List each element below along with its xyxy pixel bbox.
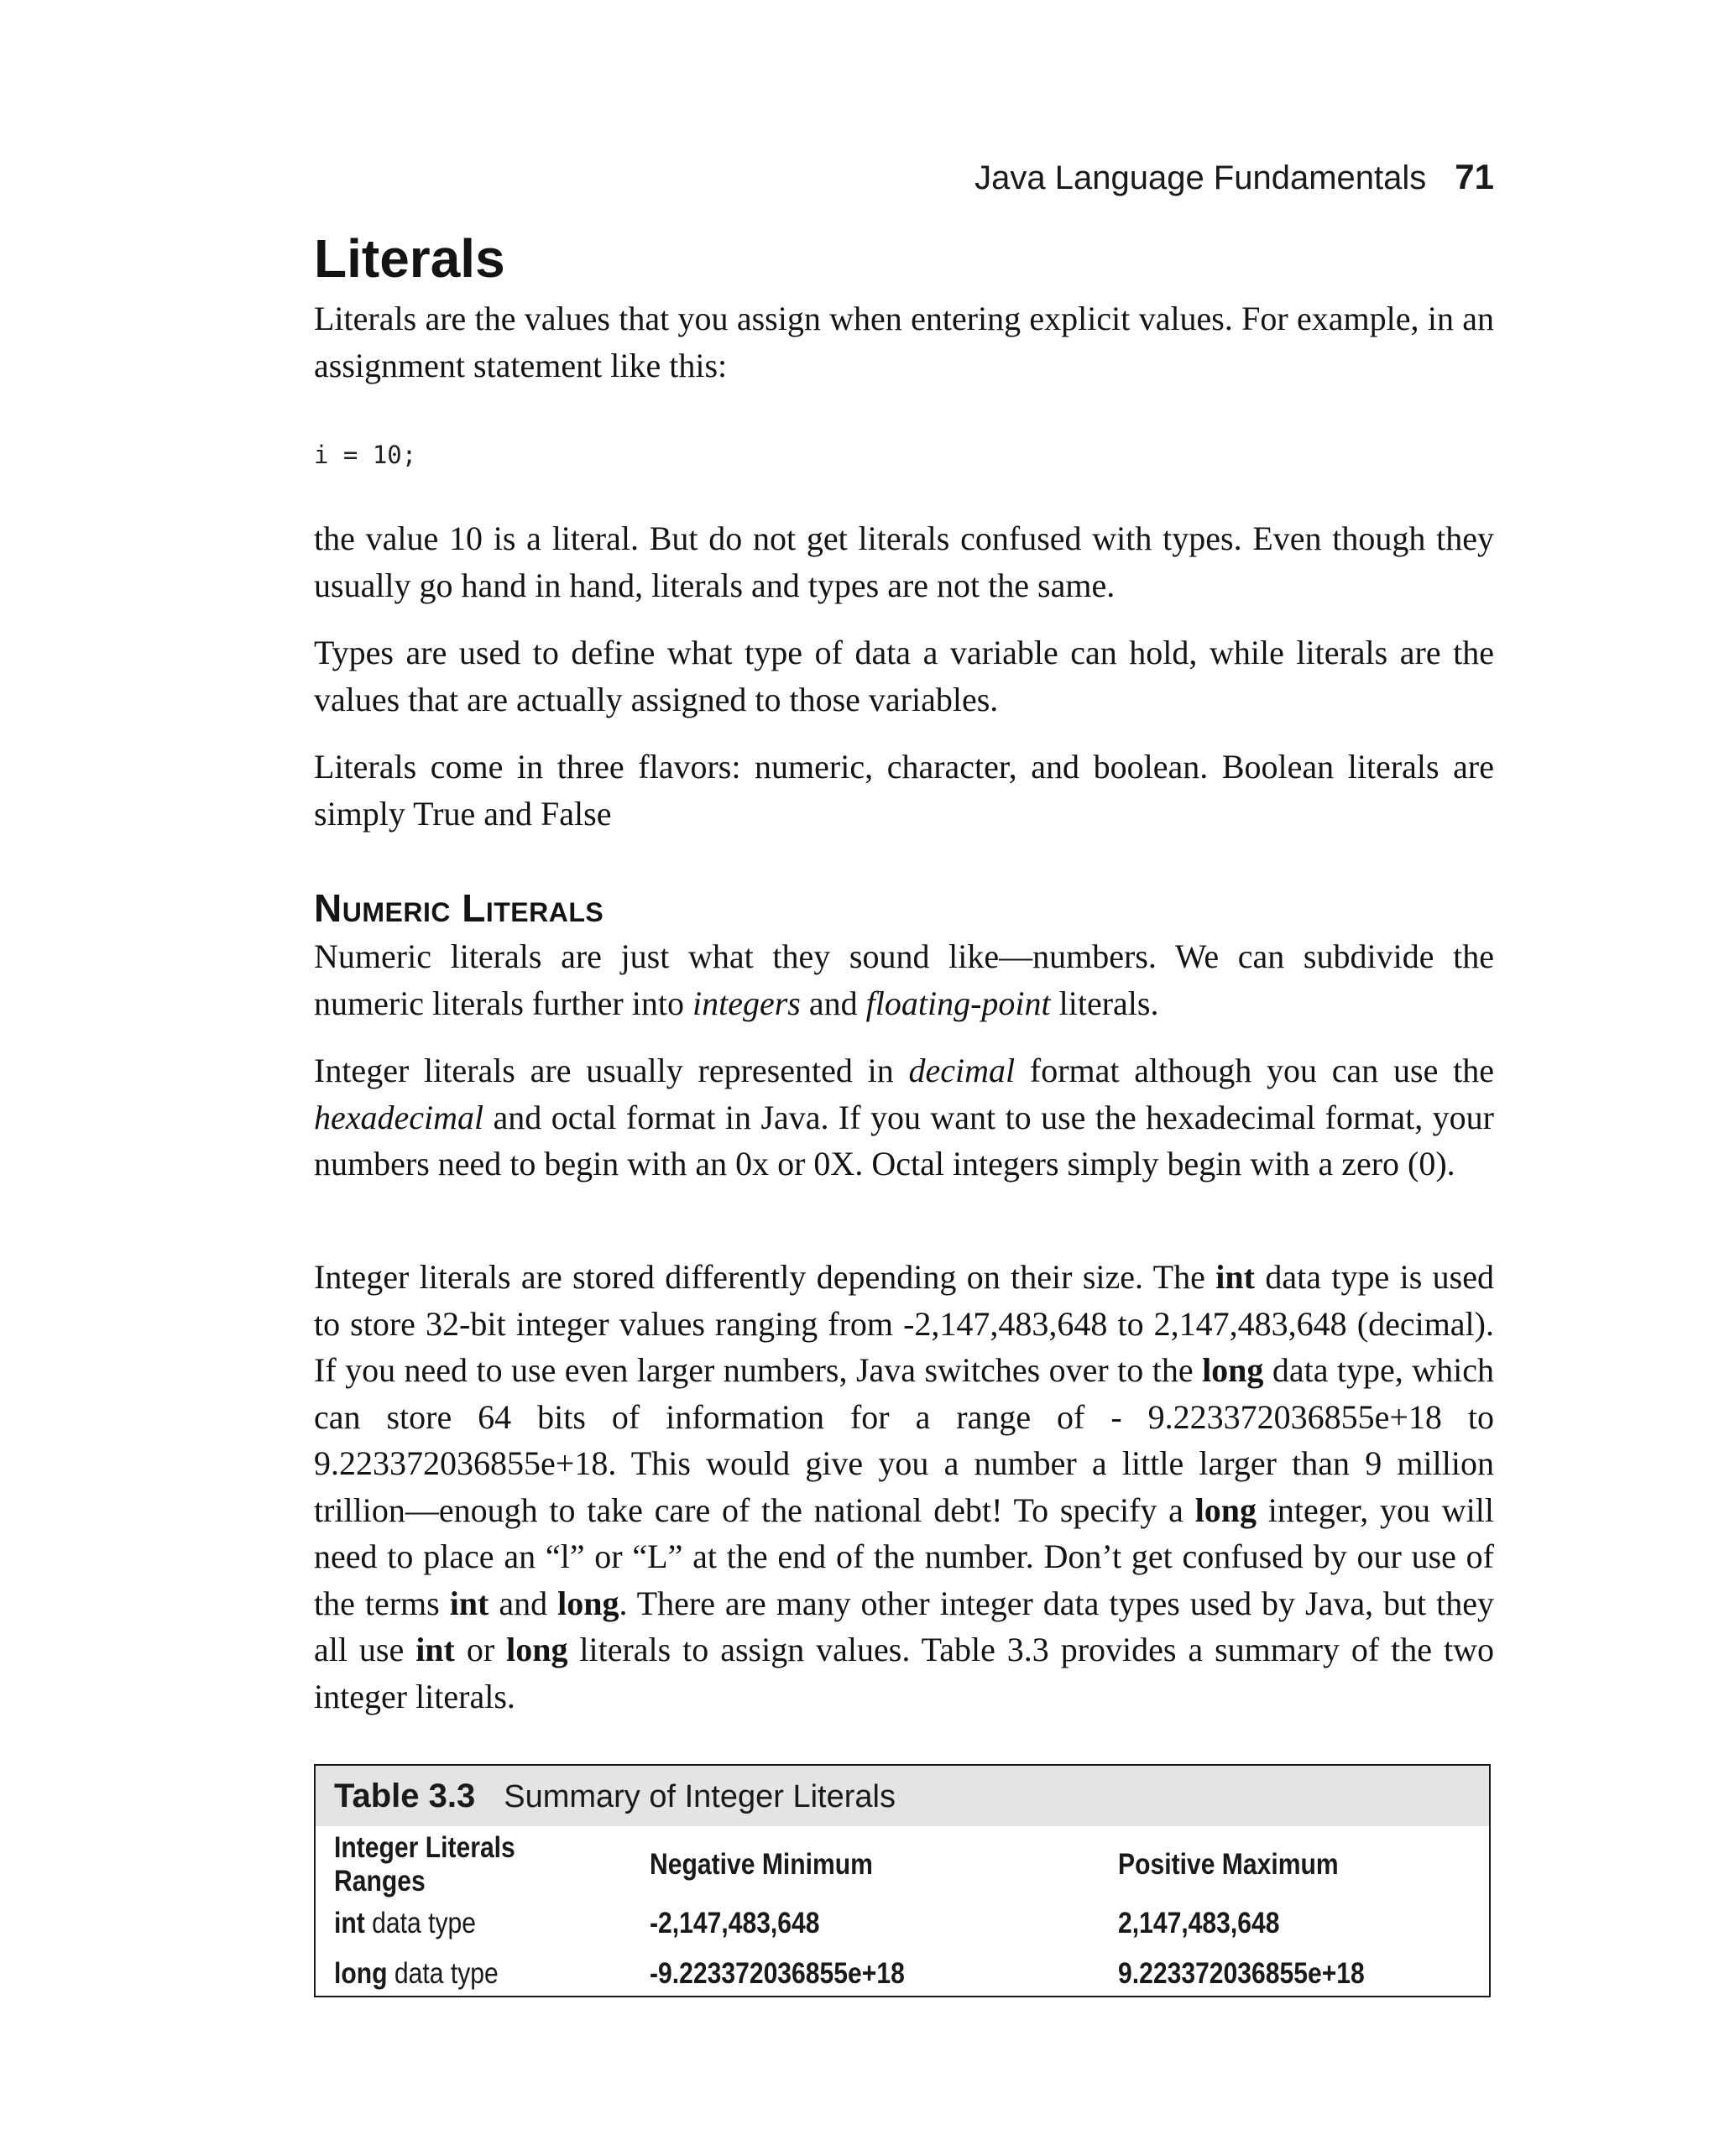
term-floating-point: floating-point bbox=[865, 984, 1051, 1022]
paragraph-integer-sizes: Integer literals are stored differently depending on their size. The int data type is used to store 32-bit integer values ranging from -2,147,483,648 to 2,147,483,648 (decimal). If you need to use even larger numbers, Java switches over to the long data type, which can store 64 bits of information for a range of - 9.223372036855e+18 to 9.223372036855e+18. This would give you a number a little larger than 9 million trillion—enough to take care of the national debt! To specify a long integer, you will need to place an “l” or “L” at the end of the number. Don’t get confused by our use of the terms int and long. There are many other integer data types used by Java, but they all use int or long literals to assign values. Table 3.3 provides a summary of the two integer literals. bbox=[314, 1258, 1495, 1715]
table-number: Table 3.3 bbox=[334, 1778, 476, 1814]
keyword-long: long bbox=[557, 1584, 619, 1622]
column-header: Integer Literals Ranges bbox=[334, 1831, 515, 1898]
term-integers: integers bbox=[692, 984, 801, 1022]
keyword-long: long bbox=[1194, 1490, 1257, 1529]
keyword-long: long bbox=[506, 1631, 568, 1668]
keyword-long: long bbox=[1202, 1351, 1264, 1389]
paragraph-integer-formats: Integer literals are usually represented in decimal format although you can use the hexadecimal and octal format in Java. If you want to use the hexadecimal format, your numbers need to begin with an 0x or 0X. Octal integers simply begin with a zero (0). bbox=[314, 1052, 1495, 1182]
table-cell-min: -9.223372036855e+18 bbox=[650, 1957, 905, 1990]
table-caption-text: Summary of Integer Literals bbox=[504, 1779, 896, 1814]
section-title: Literals bbox=[314, 228, 505, 289]
column-header: Positive Maximum bbox=[1118, 1848, 1339, 1881]
keyword-int: int bbox=[415, 1631, 455, 1668]
table-header-row bbox=[334, 1831, 1471, 1898]
keyword-int: int bbox=[449, 1584, 489, 1622]
code-sample: i = 10; bbox=[314, 441, 417, 469]
table-grid bbox=[334, 1831, 1471, 1999]
page-number: 71 bbox=[1455, 157, 1494, 196]
paragraph-literal-vs-type: the value 10 is a literal. But do not get literals confused with types. Even though they usually go hand in hand, literals and types are not the same. bbox=[314, 519, 1494, 604]
running-title: Java Language Fundamentals bbox=[974, 159, 1427, 196]
integer-literals-table bbox=[314, 1764, 1491, 1997]
table-caption bbox=[316, 1766, 1489, 1826]
table-row bbox=[334, 1898, 1471, 1949]
paragraph-numeric: Numeric literals are just what they sound like—numbers. We can subdivide the numeric literals further into integers and floating-point literals. bbox=[314, 937, 1494, 1022]
column-header: Negative Minimum bbox=[650, 1848, 873, 1881]
running-head bbox=[314, 156, 1494, 199]
table-row bbox=[334, 1949, 1471, 1999]
table-cell-max: 2,147,483,648 bbox=[1118, 1907, 1280, 1939]
keyword-int: int bbox=[1215, 1258, 1255, 1296]
subsection-title: Numeric Literals bbox=[314, 886, 604, 930]
paragraph-flavors: Literals come in three flavors: numeric, character, and boolean. Boolean literals are simply True and False bbox=[314, 748, 1494, 833]
paragraph-types: Types are used to define what type of data a variable can hold, while literals are the values that are actually assigned to those variables. bbox=[314, 634, 1494, 718]
table-cell-max: 9.223372036855e+18 bbox=[1118, 1957, 1365, 1990]
table-cell-type: int data type bbox=[334, 1907, 476, 1939]
term-decimal: decimal bbox=[908, 1052, 1016, 1089]
term-hexadecimal: hexadecimal bbox=[314, 1098, 484, 1136]
table-cell-min: -2,147,483,648 bbox=[650, 1907, 820, 1939]
intro-paragraph: Literals are the values that you assign when entering explicit values. For example, in an assignment statement like this: bbox=[314, 300, 1494, 384]
table-cell-type: long data type bbox=[334, 1957, 499, 1990]
